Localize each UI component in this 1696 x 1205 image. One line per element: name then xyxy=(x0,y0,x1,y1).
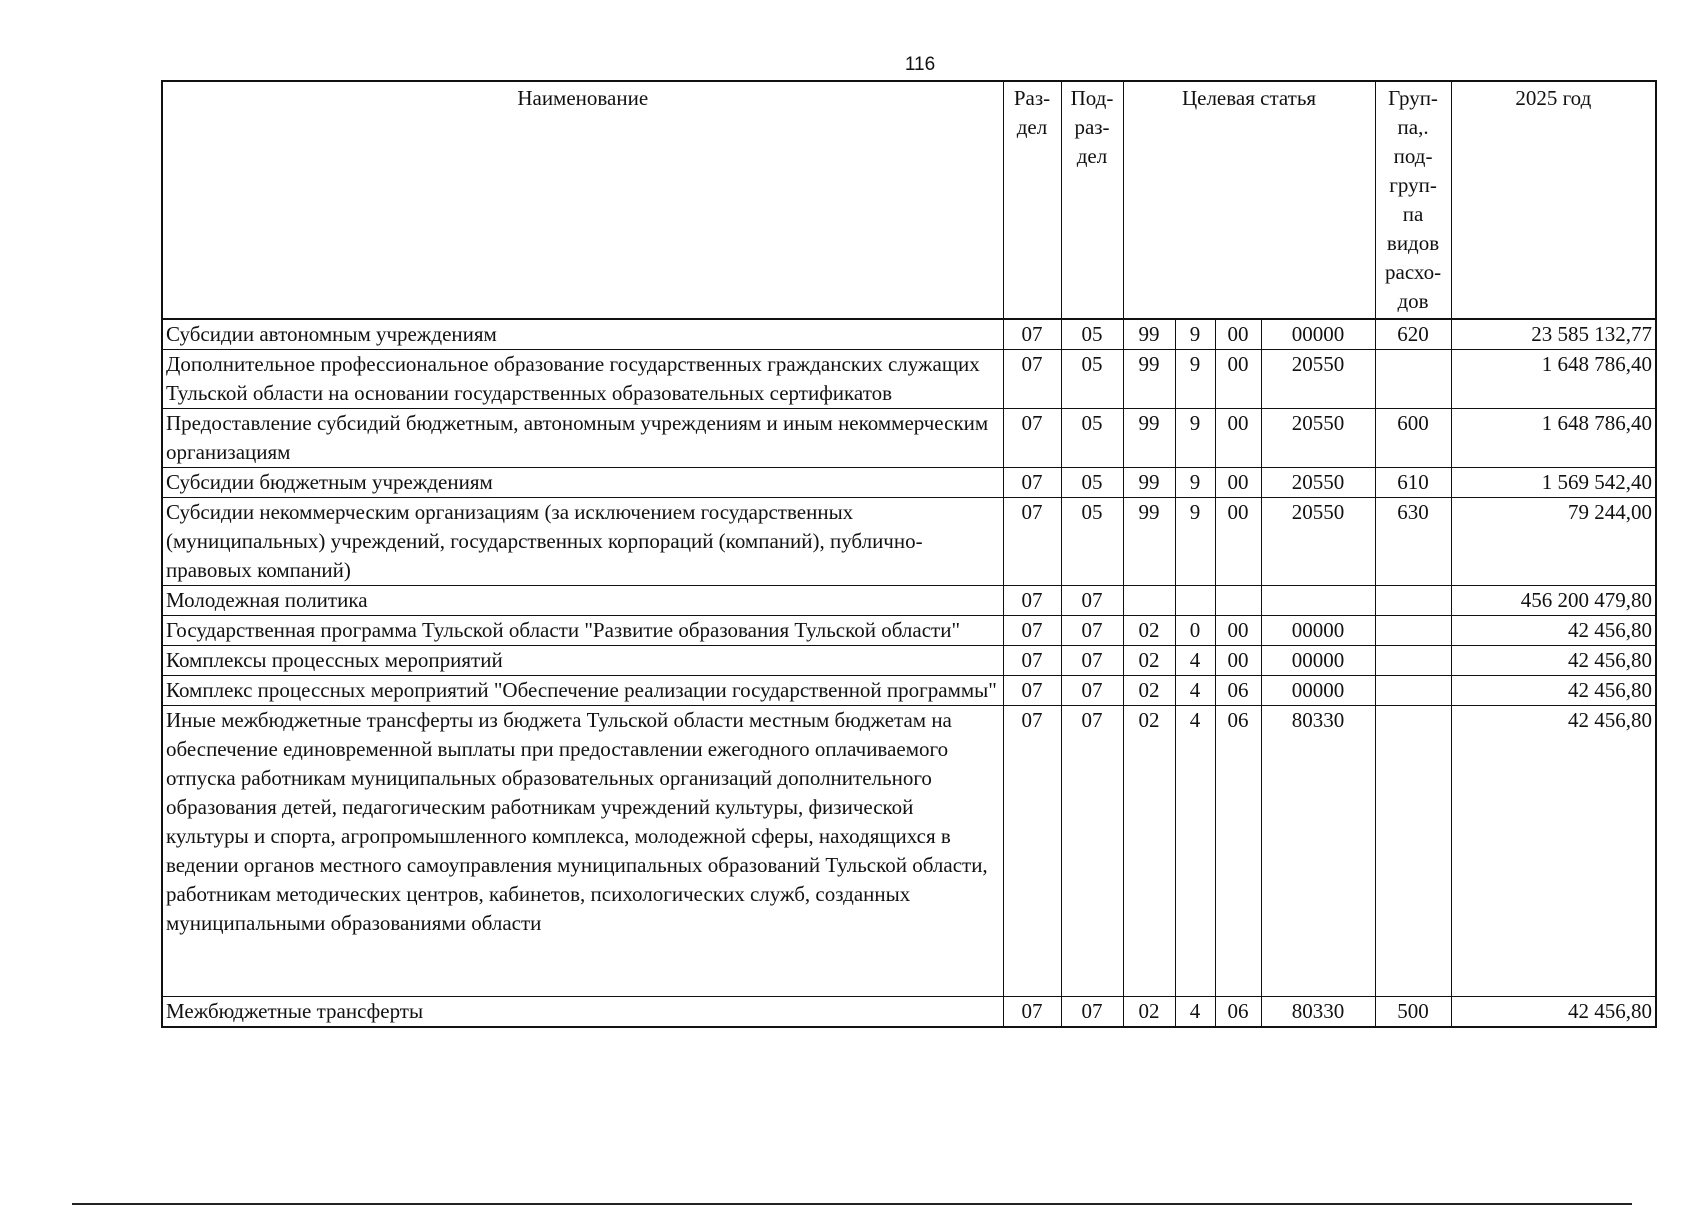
cell-target-type: 9 xyxy=(1175,498,1215,586)
cell-expense-group xyxy=(1375,616,1451,646)
cell-target-direction: 00000 xyxy=(1261,616,1375,646)
cell-expense-group xyxy=(1375,706,1451,997)
cell-target-program: 99 xyxy=(1123,498,1175,586)
header-target-article: Целевая статья xyxy=(1123,81,1375,319)
cell-target-direction: 20550 xyxy=(1261,350,1375,409)
cell-target-type: 0 xyxy=(1175,616,1215,646)
cell-target-program: 99 xyxy=(1123,409,1175,468)
cell-amount: 79 244,00 xyxy=(1451,498,1656,586)
table-row xyxy=(162,350,1656,409)
header-section-line: дел xyxy=(1016,115,1048,139)
cell-target-direction: 80330 xyxy=(1261,706,1375,997)
cell-amount: 23 585 132,77 xyxy=(1451,319,1656,350)
cell-name: Комплексы процессных мероприятий xyxy=(162,646,1003,676)
table-row xyxy=(162,997,1656,1028)
cell-name: Комплекс процессных мероприятий "Обеспечение реализации государственной программы" xyxy=(162,676,1003,706)
cell-target-program: 02 xyxy=(1123,646,1175,676)
cell-target-direction: 20550 xyxy=(1261,409,1375,468)
cell-target-type: 4 xyxy=(1175,997,1215,1028)
cell-section: 07 xyxy=(1003,468,1061,498)
cell-amount: 42 456,80 xyxy=(1451,997,1656,1028)
cell-target-direction: 20550 xyxy=(1261,498,1375,586)
cell-amount: 42 456,80 xyxy=(1451,706,1656,997)
header-expense-group-line: дов xyxy=(1397,289,1429,313)
cell-name: Иные межбюджетные трансферты из бюджета Тульской области местным бюджетам на обеспечение единовременной выплаты при предоставлении ежегодного оплачиваемого отпуска работникам муниципальных образовательных организаций дополнительного образования детей, педагогическим работникам учреждений культуры, физической культуры и спорта, агропромышленного комплекса, молодежной сферы, находящихся в ведении органов местного самоуправления муниципальных образований Тульской области, работникам методических центров, кабинетов, психологических служб, созданных муниципальными образованиями области xyxy=(162,706,1003,997)
cell-subsection: 05 xyxy=(1061,498,1123,586)
cell-section: 07 xyxy=(1003,586,1061,616)
cell-subsection: 07 xyxy=(1061,997,1123,1028)
cell-target-subprogram: 00 xyxy=(1215,616,1261,646)
cell-amount: 1 569 542,40 xyxy=(1451,468,1656,498)
table-row xyxy=(162,319,1656,350)
cell-amount: 42 456,80 xyxy=(1451,616,1656,646)
cell-target-subprogram xyxy=(1215,586,1261,616)
cell-expense-group: 610 xyxy=(1375,468,1451,498)
cell-target-program: 99 xyxy=(1123,468,1175,498)
cell-amount: 1 648 786,40 xyxy=(1451,409,1656,468)
cell-target-subprogram: 06 xyxy=(1215,706,1261,997)
table-row xyxy=(162,498,1656,586)
table-row xyxy=(162,586,1656,616)
cell-name: Дополнительное профессиональное образование государственных гражданских служащих Тульской области на основании государственных образовательных сертификатов xyxy=(162,350,1003,409)
cell-target-direction xyxy=(1261,586,1375,616)
cell-subsection: 05 xyxy=(1061,350,1123,409)
cell-subsection: 05 xyxy=(1061,468,1123,498)
header-expense-group-line: расхо- xyxy=(1385,260,1442,284)
cell-section: 07 xyxy=(1003,706,1061,997)
cell-amount: 456 200 479,80 xyxy=(1451,586,1656,616)
header-expense-group xyxy=(1375,81,1451,319)
cell-target-subprogram: 06 xyxy=(1215,676,1261,706)
header-expense-group-line: видов xyxy=(1386,231,1440,255)
header-year: 2025 год xyxy=(1451,81,1656,319)
cell-target-direction: 00000 xyxy=(1261,676,1375,706)
cell-target-program: 02 xyxy=(1123,706,1175,997)
table-body xyxy=(162,319,1656,1027)
header-expense-group-line: Груп- xyxy=(1388,86,1438,110)
header-subsection-line: Под- xyxy=(1070,86,1114,110)
cell-amount: 42 456,80 xyxy=(1451,676,1656,706)
cell-target-direction: 20550 xyxy=(1261,468,1375,498)
cell-name: Субсидии автономным учреждениям xyxy=(162,319,1003,350)
cell-target-direction: 00000 xyxy=(1261,646,1375,676)
cell-target-program: 02 xyxy=(1123,997,1175,1028)
cell-amount: 1 648 786,40 xyxy=(1451,350,1656,409)
cell-target-subprogram: 06 xyxy=(1215,997,1261,1028)
cell-section: 07 xyxy=(1003,616,1061,646)
table-row xyxy=(162,409,1656,468)
cell-target-direction: 80330 xyxy=(1261,997,1375,1028)
table-row xyxy=(162,468,1656,498)
page-number: 116 xyxy=(904,54,936,75)
header-subsection xyxy=(1061,81,1123,319)
cell-target-subprogram: 00 xyxy=(1215,350,1261,409)
header-expense-group-line: па,. xyxy=(1397,115,1429,139)
cell-name: Субсидии некоммерческим организациям (за исключением государственных (муниципальных) учреждений, государственных корпораций (компаний), публично-правовых компаний) xyxy=(162,498,1003,586)
cell-target-direction: 00000 xyxy=(1261,319,1375,350)
cell-target-type: 4 xyxy=(1175,646,1215,676)
cell-target-type: 9 xyxy=(1175,350,1215,409)
cell-target-subprogram: 00 xyxy=(1215,409,1261,468)
cell-section: 07 xyxy=(1003,997,1061,1028)
cell-section: 07 xyxy=(1003,676,1061,706)
cell-expense-group: 500 xyxy=(1375,997,1451,1028)
table-row xyxy=(162,706,1656,997)
cell-expense-group: 620 xyxy=(1375,319,1451,350)
cell-target-program: 99 xyxy=(1123,319,1175,350)
cell-target-program xyxy=(1123,586,1175,616)
cell-target-subprogram: 00 xyxy=(1215,498,1261,586)
cell-section: 07 xyxy=(1003,646,1061,676)
cell-target-subprogram: 00 xyxy=(1215,468,1261,498)
budget-table xyxy=(161,80,1657,1028)
cell-target-type: 4 xyxy=(1175,706,1215,997)
header-expense-group-line: па xyxy=(1402,202,1424,226)
cell-expense-group: 600 xyxy=(1375,409,1451,468)
cell-target-subprogram: 00 xyxy=(1215,319,1261,350)
cell-name: Межбюджетные трансферты xyxy=(162,997,1003,1028)
cell-section: 07 xyxy=(1003,319,1061,350)
cell-subsection: 07 xyxy=(1061,616,1123,646)
cell-target-type: 9 xyxy=(1175,468,1215,498)
cell-name: Государственная программа Тульской области "Развитие образования Тульской области" xyxy=(162,616,1003,646)
cell-target-type: 9 xyxy=(1175,319,1215,350)
header-subsection-line: раз- xyxy=(1074,115,1110,139)
cell-expense-group: 630 xyxy=(1375,498,1451,586)
cell-subsection: 07 xyxy=(1061,676,1123,706)
cell-name: Предоставление субсидий бюджетным, автономным учреждениям и иным некоммерческим организациям xyxy=(162,409,1003,468)
cell-target-type: 9 xyxy=(1175,409,1215,468)
cell-subsection: 05 xyxy=(1061,409,1123,468)
table-row xyxy=(162,676,1656,706)
cell-target-type xyxy=(1175,586,1215,616)
cell-amount: 42 456,80 xyxy=(1451,646,1656,676)
cell-name: Молодежная политика xyxy=(162,586,1003,616)
cell-section: 07 xyxy=(1003,409,1061,468)
cell-name: Субсидии бюджетным учреждениям xyxy=(162,468,1003,498)
header-expense-group-line: груп- xyxy=(1389,173,1437,197)
cell-target-program: 02 xyxy=(1123,616,1175,646)
cell-target-program: 99 xyxy=(1123,350,1175,409)
cell-target-subprogram: 00 xyxy=(1215,646,1261,676)
cell-subsection: 07 xyxy=(1061,646,1123,676)
header-section-line: Раз- xyxy=(1013,86,1051,110)
cell-target-program: 02 xyxy=(1123,676,1175,706)
cell-subsection: 07 xyxy=(1061,586,1123,616)
cell-expense-group xyxy=(1375,646,1451,676)
table-header-row xyxy=(162,81,1656,319)
cell-section: 07 xyxy=(1003,350,1061,409)
cell-expense-group xyxy=(1375,676,1451,706)
cell-target-type: 4 xyxy=(1175,676,1215,706)
cell-section: 07 xyxy=(1003,498,1061,586)
header-expense-group-line: под- xyxy=(1393,144,1433,168)
cell-subsection: 05 xyxy=(1061,319,1123,350)
header-section xyxy=(1003,81,1061,319)
header-name: Наименование xyxy=(162,81,1003,319)
table-row xyxy=(162,616,1656,646)
cell-expense-group xyxy=(1375,586,1451,616)
cell-expense-group xyxy=(1375,350,1451,409)
cell-subsection: 07 xyxy=(1061,706,1123,997)
header-subsection-line: дел xyxy=(1076,144,1108,168)
table-row xyxy=(162,646,1656,676)
